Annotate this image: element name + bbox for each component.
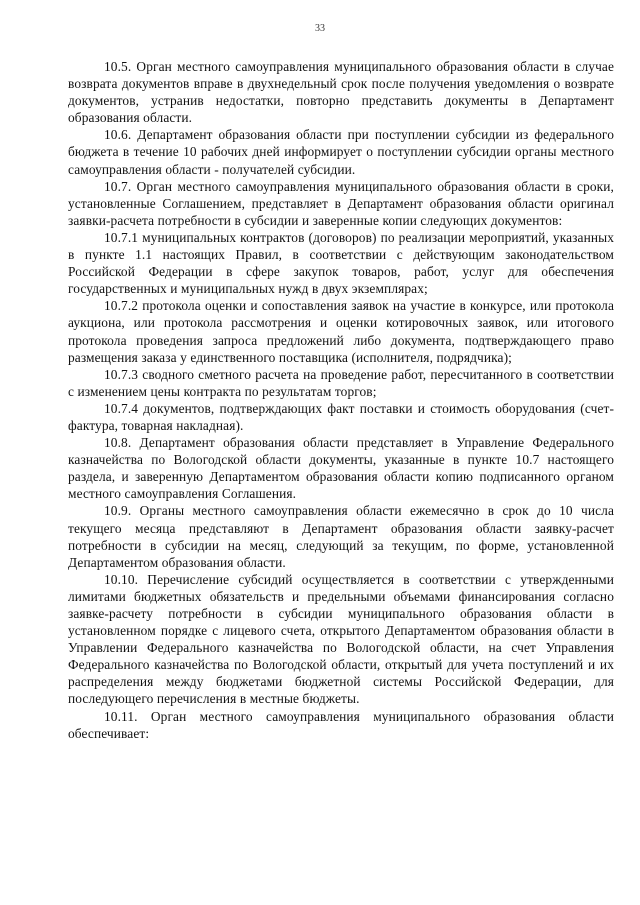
paragraph-10-10: 10.10. Перечисление субсидий осуществляется в соответствии с утвержденными лимитами бюджетных обязательств и предельными объемами финансирования согласно заявке-расчету потребности в субсидии муниципального образования области в установленном порядке с лицевого счета, открытого Департаментом образования области в Управлении Федерального казначейства по Вологодской области, на счет Управления Федерального казначейства по Вологодской области, открытый для учета поступлений и их распределения между бюджетами бюджетной системы Российской Федерации, для последующего перечисления в местные бюджеты. (68, 571, 614, 707)
document-body (68, 58, 614, 742)
paragraph-10-5: 10.5. Орган местного самоуправления муниципального образования области в случае возврата документов вправе в двухнедельный срок после получения уведомления о возврате документов, устранив недостатки, повторно представить документы в Департамент образования области. (68, 59, 614, 126)
paragraph-10-7-1: 10.7.1 муниципальных контрактов (договоров) по реализации мероприятий, указанных в пункте 1.1 настоящих Правил, в соответствии с действующим законодательством Российской Федерации в сфере закупок товаров, работ, услуг для обеспечения государственных и муниципальных нужд в двух экземплярах; (68, 229, 614, 297)
paragraph-10-6: 10.6. Департамент образования области при поступлении субсидии из федерального бюджета в течение 10 рабочих дней информирует о поступлении субсидии органы местного самоуправления области - получателей субсидии. (68, 127, 614, 177)
paragraph-10-7-3: 10.7.3 сводного сметного расчета на проведение работ, пересчитанного в соответствии с изменением цены контракта по результатам торгов; (68, 366, 614, 399)
paragraph-10-7-2: 10.7.2 протокола оценки и сопоставления заявок на участие в конкурсе, или протокола аукциона, или протокола рассмотрения и оценки котировочных заявок, или итогового протокола проведения запроса предложений либо документа, подтверждающего право размещения заказа у единственного поставщика (исполнителя, подрядчика); (68, 298, 614, 365)
paragraph-10-7-4: 10.7.4 документов, подтверждающих факт поставки и стоимость оборудования (счет-фактура, товарная накладная). (68, 400, 614, 433)
paragraph-10-11: 10.11. Орган местного самоуправления муниципального образования области обеспечивает: (68, 708, 614, 741)
page-number: 33 (315, 23, 325, 34)
paragraph-10-7: 10.7. Орган местного самоуправления муниципального образования области в сроки, установленные Соглашением, представляет в Департамент образования области оригинал заявки-расчета потребности в субсидии и заверенные копии следующих документов: (68, 178, 614, 228)
paragraph-10-9: 10.9. Органы местного самоуправления области ежемесячно в срок до 10 числа текущего месяца представляют в Департамент образования области заявку-расчет потребности в субсидии на месяц, следующий за текущим, по форме, установленной Департаментом образования области. (68, 503, 614, 570)
paragraph-10-8: 10.8. Департамент образования области представляет в Управление Федерального казначейства по Вологодской области документы, указанные в пункте 10.7 настоящего раздела, и заверенную Департаментом образования области копию подписанного органом местного самоуправления Соглашения. (68, 435, 614, 502)
